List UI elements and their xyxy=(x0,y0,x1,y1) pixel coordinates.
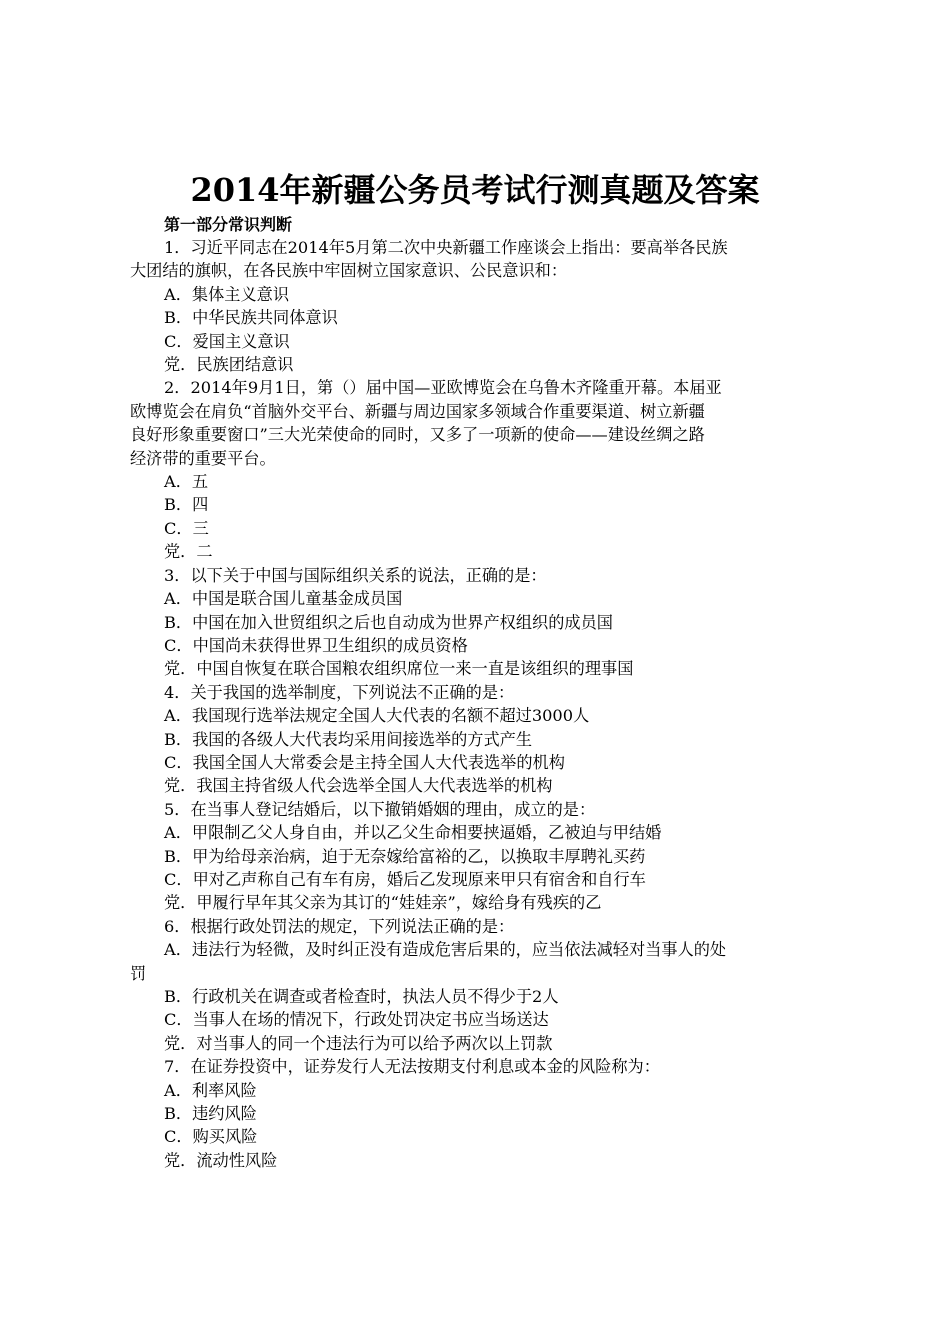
document-title: 2014年新疆公务员考试行测真题及答案 xyxy=(190,171,760,209)
question-5 xyxy=(130,798,836,915)
answer-option: C．甲对乙声称自己有车有房，婚后乙发现原来甲只有宿舍和自行车 xyxy=(164,869,646,889)
answer-option: C．爱国主义意识 xyxy=(164,331,290,351)
question-3 xyxy=(130,564,836,681)
question-stem-line: 大团结的旗帜，在各民族中牢固树立国家意识、公民意识和： xyxy=(130,261,568,281)
answer-option: 党．我国主持省级人代会选举全国人大代表选举的机构 xyxy=(164,776,553,796)
question-stem-line: 2．2014年9月1日，第（）届中国—亚欧博览会在乌鲁木齐隆重开幕。本届亚 xyxy=(164,378,722,398)
answer-option: B．中华民族共同体意识 xyxy=(164,308,338,328)
answer-option: C．三 xyxy=(164,518,209,538)
question-stem-line: 1．习近平同志在2014年5月第二次中央新疆工作座谈会上指出：要高举各民族 xyxy=(164,238,728,257)
answer-option: A．集体主义意识 xyxy=(164,284,290,304)
question-stem-line: 欧博览会在肩负“首脑外交平台、新疆与周边国家多领域合作重要渠道、树立新疆 xyxy=(130,401,705,421)
question-list xyxy=(130,236,836,1172)
answer-option: A．违法行为轻微，及时纠正没有造成危害后果的，应当依法减轻对当事人的处 xyxy=(164,940,727,960)
question-stem-line: 7．在证券投资中，证券发行人无法按期支付利息或本金的风险称为： xyxy=(164,1057,660,1077)
answer-option: B．四 xyxy=(164,495,209,515)
question-6 xyxy=(130,915,836,1055)
answer-option: A．甲限制乙父人身自由，并以乙父生命相要挟逼婚，乙被迫与甲结婚 xyxy=(164,823,662,843)
answer-option: B．我国的各级人大代表均采用间接选举的方式产生 xyxy=(164,729,533,749)
question-stem-line: 5．在当事人登记结婚后，以下撤销婚姻的理由，成立的是： xyxy=(164,799,596,819)
question-stem-line: 6．根据行政处罚法的规定，下列说法正确的是： xyxy=(164,916,515,936)
section-heading: 第一部分常识判断 xyxy=(164,215,293,234)
answer-option: A．中国是联合国儿童基金成员国 xyxy=(164,589,403,609)
question-stem-line: 4．关于我国的选举制度，下列说法不正确的是： xyxy=(164,682,515,702)
answer-option-continuation: 罚 xyxy=(130,963,147,983)
answer-option: A．利率风险 xyxy=(164,1080,257,1100)
answer-option: 党．流动性风险 xyxy=(164,1150,278,1170)
answer-option: 党．民族团结意识 xyxy=(164,355,294,375)
answer-option: B．行政机关在调查或者检查时，执法人员不得少于2人 xyxy=(164,987,559,1006)
answer-option: 党．对当事人的同一个违法行为可以给予两次以上罚款 xyxy=(164,1033,553,1053)
question-stem-line: 3．以下关于中国与国际组织关系的说法，正确的是： xyxy=(164,565,547,585)
answer-option: 党．中国自恢复在联合国粮农组织席位一来一直是该组织的理事国 xyxy=(164,659,634,679)
answer-option: A．我国现行选举法规定全国人大代表的名额不超过3000人 xyxy=(164,706,590,726)
question-stem-line: 经济带的重要平台。 xyxy=(130,448,276,468)
answer-option: 党．二 xyxy=(164,542,213,562)
question-2 xyxy=(130,376,836,563)
answer-option: C．我国全国人大常委会是主持全国人大代表选举的机构 xyxy=(164,752,565,772)
answer-option: C．购买风险 xyxy=(164,1127,258,1147)
question-1 xyxy=(130,236,836,376)
question-4 xyxy=(130,681,836,798)
answer-option: C．当事人在场的情况下，行政处罚决定书应当场送达 xyxy=(164,1010,549,1030)
answer-option: A．五 xyxy=(164,472,209,492)
answer-option: B．违约风险 xyxy=(164,1104,257,1124)
question-stem-line: 良好形象重要窗口”三大光荣使命的同时，又多了一项新的使命——建设丝绸之路 xyxy=(130,425,705,445)
question-7 xyxy=(130,1055,836,1172)
answer-option: B．中国在加入世贸组织之后也自动成为世界产权组织的成员国 xyxy=(164,612,613,632)
answer-option: 党．甲履行早年其父亲为其订的“娃娃亲”，嫁给身有残疾的乙 xyxy=(164,893,602,913)
answer-option: C．中国尚未获得世界卫生组织的成员资格 xyxy=(164,635,468,655)
answer-option: B．甲为给母亲治病，迫于无奈嫁给富裕的乙，以换取丰厚聘礼买药 xyxy=(164,846,646,866)
